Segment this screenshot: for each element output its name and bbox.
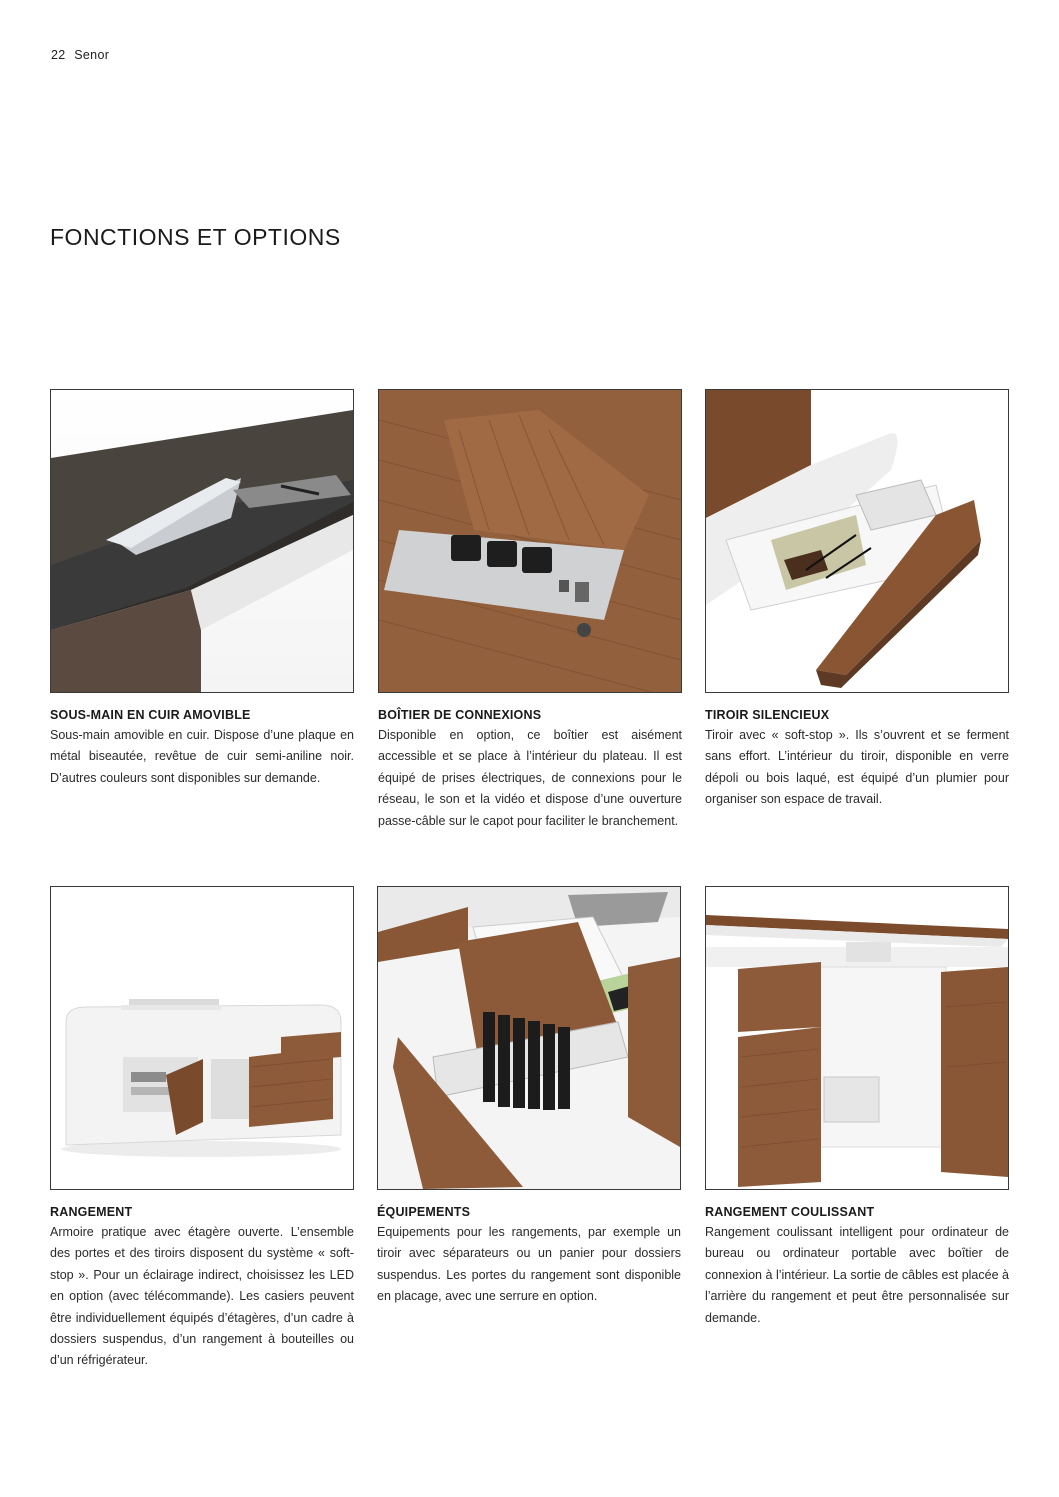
card-heading: RANGEMENT [50, 1205, 133, 1219]
sliding-storage-photo [705, 886, 1009, 1190]
page-title: FONCTIONS ET OPTIONS [50, 224, 341, 250]
card-heading: TIROIR SILENCIEUX [705, 708, 830, 722]
card-text: Rangement coulissant intelligent pour ordinateur de bureau ou ordinateur portable avec boîtier de connexion à l’intérieur. La sortie de câbles est placée à l’arrière du rangement et peut être personnalisée sur demande. [705, 1225, 1009, 1325]
equipment-photo [377, 886, 681, 1190]
card-text: Equipements pour les rangements, par exemple un tiroir avec séparateurs ou un panier pour dossiers suspendus. Les portes du rangement sont disponible en placage, avec une serrure en option. [377, 1225, 681, 1304]
brand-name: Senor [74, 48, 110, 62]
feature-card-equipment [377, 886, 681, 1308]
desk-pad-photo [50, 389, 354, 693]
feature-card-silent-drawer [705, 389, 1009, 811]
feature-card-connection-box [378, 389, 682, 832]
card-text: Disponible en option, ce boîtier est aisément accessible et se place à l’intérieur du plateau. Il est équipé de prises électriques, de connexions pour le réseau, le son et la vidéo et dispose d’une ouverture passe-câble sur le capot pour faciliter le branchement. [378, 728, 682, 828]
feature-card-storage [50, 886, 354, 1372]
feature-card-desk-pad [50, 389, 354, 789]
page-number: 22 [51, 48, 66, 62]
connection-box-photo [378, 389, 682, 693]
card-heading: SOUS-MAIN EN CUIR AMOVIBLE [50, 708, 251, 722]
card-heading: RANGEMENT COULISSANT [705, 1205, 875, 1219]
silent-drawer-photo [705, 389, 1009, 693]
card-heading: BOÎTIER DE CONNEXIONS [378, 708, 542, 722]
storage-photo [50, 886, 354, 1190]
feature-card-sliding-storage [705, 886, 1009, 1329]
card-text: Tiroir avec « soft-stop ». Ils s’ouvrent et se ferment sans effort. L’intérieur du tiroir, disponible en verre dépoli ou bois laqué, est équipé d’un plumier pour organiser son espace de travail. [705, 728, 1009, 807]
page-header [51, 48, 109, 62]
card-text: Sous-main amovible en cuir. Dispose d’une plaque en métal biseautée, revêtue de cuir semi-aniline noir. D’autres couleurs sont disponibles sur demande. [50, 728, 354, 785]
card-heading: ÉQUIPEMENTS [377, 1205, 471, 1219]
card-text: Armoire pratique avec étagère ouverte. L’ensemble des portes et des tiroirs disposent du système « soft-stop ». Pour un éclairage indirect, choisissez les LED en option (avec télécommande). Les casiers peuvent être individuellement équipés d’étagères, d’un cadre à dossiers suspendus, d’un rangement à bouteilles ou d’un réfrigérateur. [50, 1225, 354, 1368]
